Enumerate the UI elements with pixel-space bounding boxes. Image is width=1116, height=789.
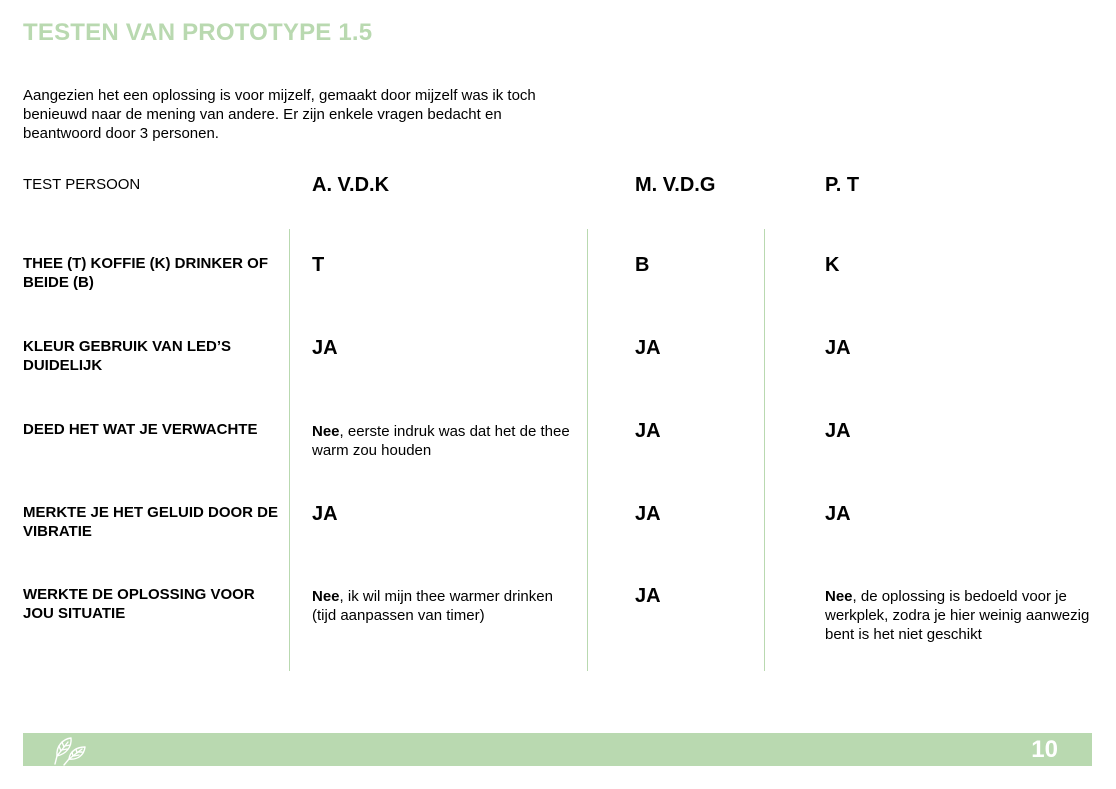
question-label: KLEUR GEBRUIK VAN LED’S DUIDELIJK	[23, 338, 232, 374]
question-label: DEED HET WAT JE VERWACHTE	[23, 421, 258, 438]
answer-value: JA	[635, 420, 661, 442]
answer-text	[825, 587, 1090, 644]
answer-value: JA	[635, 585, 661, 607]
footer-bar	[23, 733, 1092, 766]
answer-value: JA	[312, 503, 338, 525]
answer-explanation: , ik wil mijn thee warmer drinken (tijd aanpassen van timer)	[312, 588, 553, 624]
leaves-icon	[53, 734, 89, 766]
question-label: THEE (T) KOFFIE (K) DRINKER OF BEIDE (B)	[23, 255, 268, 291]
intro-text: Aangezien het een oplossing is voor mijzelf, gemaakt door mijzelf was ik toch benieuwd naar de mening van andere. Er zijn enkele vragen bedacht en beantwoord door 3 personen.	[23, 87, 536, 142]
answer-explanation: , eerste indruk was dat het de thee warm zou houden	[312, 423, 570, 459]
answer-verdict: Nee	[312, 423, 340, 440]
column-divider	[587, 229, 588, 671]
answer-verdict: Nee	[312, 588, 340, 605]
answer-value: JA	[635, 503, 661, 525]
answer-value: JA	[825, 337, 851, 359]
answer-value: B	[635, 254, 650, 276]
column-divider	[764, 229, 765, 671]
answer-value: T	[312, 254, 325, 276]
test-person-label: TEST PERSOON	[23, 176, 141, 193]
answer-text	[312, 587, 577, 625]
person-2-header: M. V.D.G	[635, 174, 716, 196]
answer-value: JA	[825, 420, 851, 442]
answer-verdict: Nee	[825, 588, 853, 605]
answer-value: JA	[312, 337, 338, 359]
page-number: 10	[1031, 736, 1058, 763]
question-label: MERKTE JE HET GELUID DOOR DE VIBRATIE	[23, 504, 279, 540]
page-title: TESTEN VAN PROTOTYPE 1.5	[23, 19, 373, 46]
question-label: WERKTE DE OPLOSSING VOOR JOU SITUATIE	[23, 586, 255, 622]
answer-value: JA	[635, 337, 661, 359]
answer-value: K	[825, 254, 840, 276]
column-divider	[289, 229, 290, 671]
answer-text	[312, 422, 577, 460]
answer-value: JA	[825, 503, 851, 525]
answer-explanation: , de oplossing is bedoeld voor je werkplek, zodra je hier weinig aanwezig bent is het niet geschikt	[825, 588, 1090, 643]
person-3-header: P. T	[825, 174, 860, 196]
person-1-header: A. V.D.K	[312, 174, 390, 196]
